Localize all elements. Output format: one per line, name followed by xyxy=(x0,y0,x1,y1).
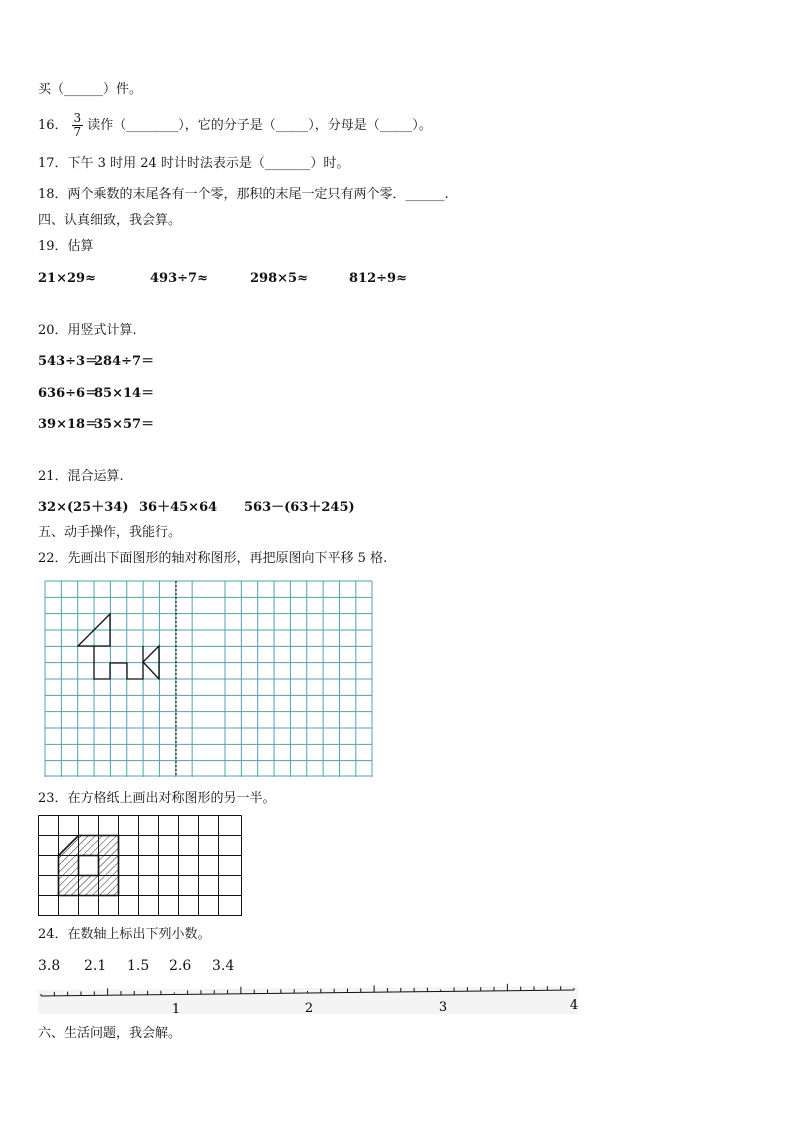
fraction-denominator: 7 xyxy=(73,125,82,139)
calc-3b: 35×57＝ xyxy=(94,417,155,432)
question-18: 18．两个乘数的末尾各有一个零，那积的末尾一定只有两个零．______. xyxy=(38,187,449,202)
q23-half-shape xyxy=(59,836,119,896)
q16-text: 读作（________），它的分子是（_____），分母是（_____）。 xyxy=(87,118,432,133)
number-line-label-3: 3 xyxy=(438,1000,448,1015)
number-line xyxy=(38,984,583,1020)
calc-1a: 543÷3＝ xyxy=(38,354,99,369)
q23-grid xyxy=(38,815,243,917)
number-line-label-2: 2 xyxy=(304,1001,314,1016)
estimate-4: 812÷9≈ xyxy=(349,271,407,286)
q22-grid xyxy=(45,581,373,777)
estimate-3: 298×5≈ xyxy=(250,271,308,286)
calc-3a: 39×18＝ xyxy=(38,417,99,432)
question-20: 20．用竖式计算. xyxy=(38,323,137,338)
decimal-3: 1.5 xyxy=(127,958,150,974)
estimate-1: 21×29≈ xyxy=(38,271,96,286)
question-17: 17．下午 3 时用 24 时计时法表示是（_______）时。 xyxy=(38,156,350,171)
calc-2b: 85×14＝ xyxy=(94,386,155,401)
estimate-2: 493÷7≈ xyxy=(150,271,208,286)
mixed-3: 563－(63＋245) xyxy=(244,500,355,515)
fraction-numerator: 3 xyxy=(73,111,82,125)
decimal-4: 2.6 xyxy=(169,958,192,974)
decimal-5: 3.4 xyxy=(212,958,235,974)
section-5-heading: 五、动手操作，我能行。 xyxy=(38,525,182,540)
section-4-heading: 四、认真细致，我会算。 xyxy=(38,213,182,228)
q16-number: 16． xyxy=(38,118,68,133)
question-21: 21．混合运算. xyxy=(38,469,124,484)
q15-tail: 买（______）件。 xyxy=(38,82,143,97)
number-line-label-1: 1 xyxy=(171,1002,181,1017)
question-24: 24．在数轴上标出下列小数。 xyxy=(38,927,211,942)
question-22: 22．先画出下面图形的轴对称图形，再把原图向下平移 5 格. xyxy=(38,551,388,566)
question-23: 23．在方格纸上画出对称图形的另一半。 xyxy=(38,791,276,806)
question-16 xyxy=(38,112,432,139)
calc-2a: 636÷6＝ xyxy=(38,386,99,401)
fraction xyxy=(72,112,84,139)
mixed-1: 32×(25＋34) xyxy=(38,500,129,515)
section-6-heading: 六、生活问题，我会解。 xyxy=(38,1026,182,1041)
decimal-1: 3.8 xyxy=(38,958,61,974)
decimal-2: 2.1 xyxy=(84,958,107,974)
calc-1b: 284÷7＝ xyxy=(94,354,155,369)
mixed-2: 36＋45×64 xyxy=(139,500,218,515)
question-19: 19．估算 xyxy=(38,239,94,254)
number-line-label-4: 4 xyxy=(569,998,579,1013)
